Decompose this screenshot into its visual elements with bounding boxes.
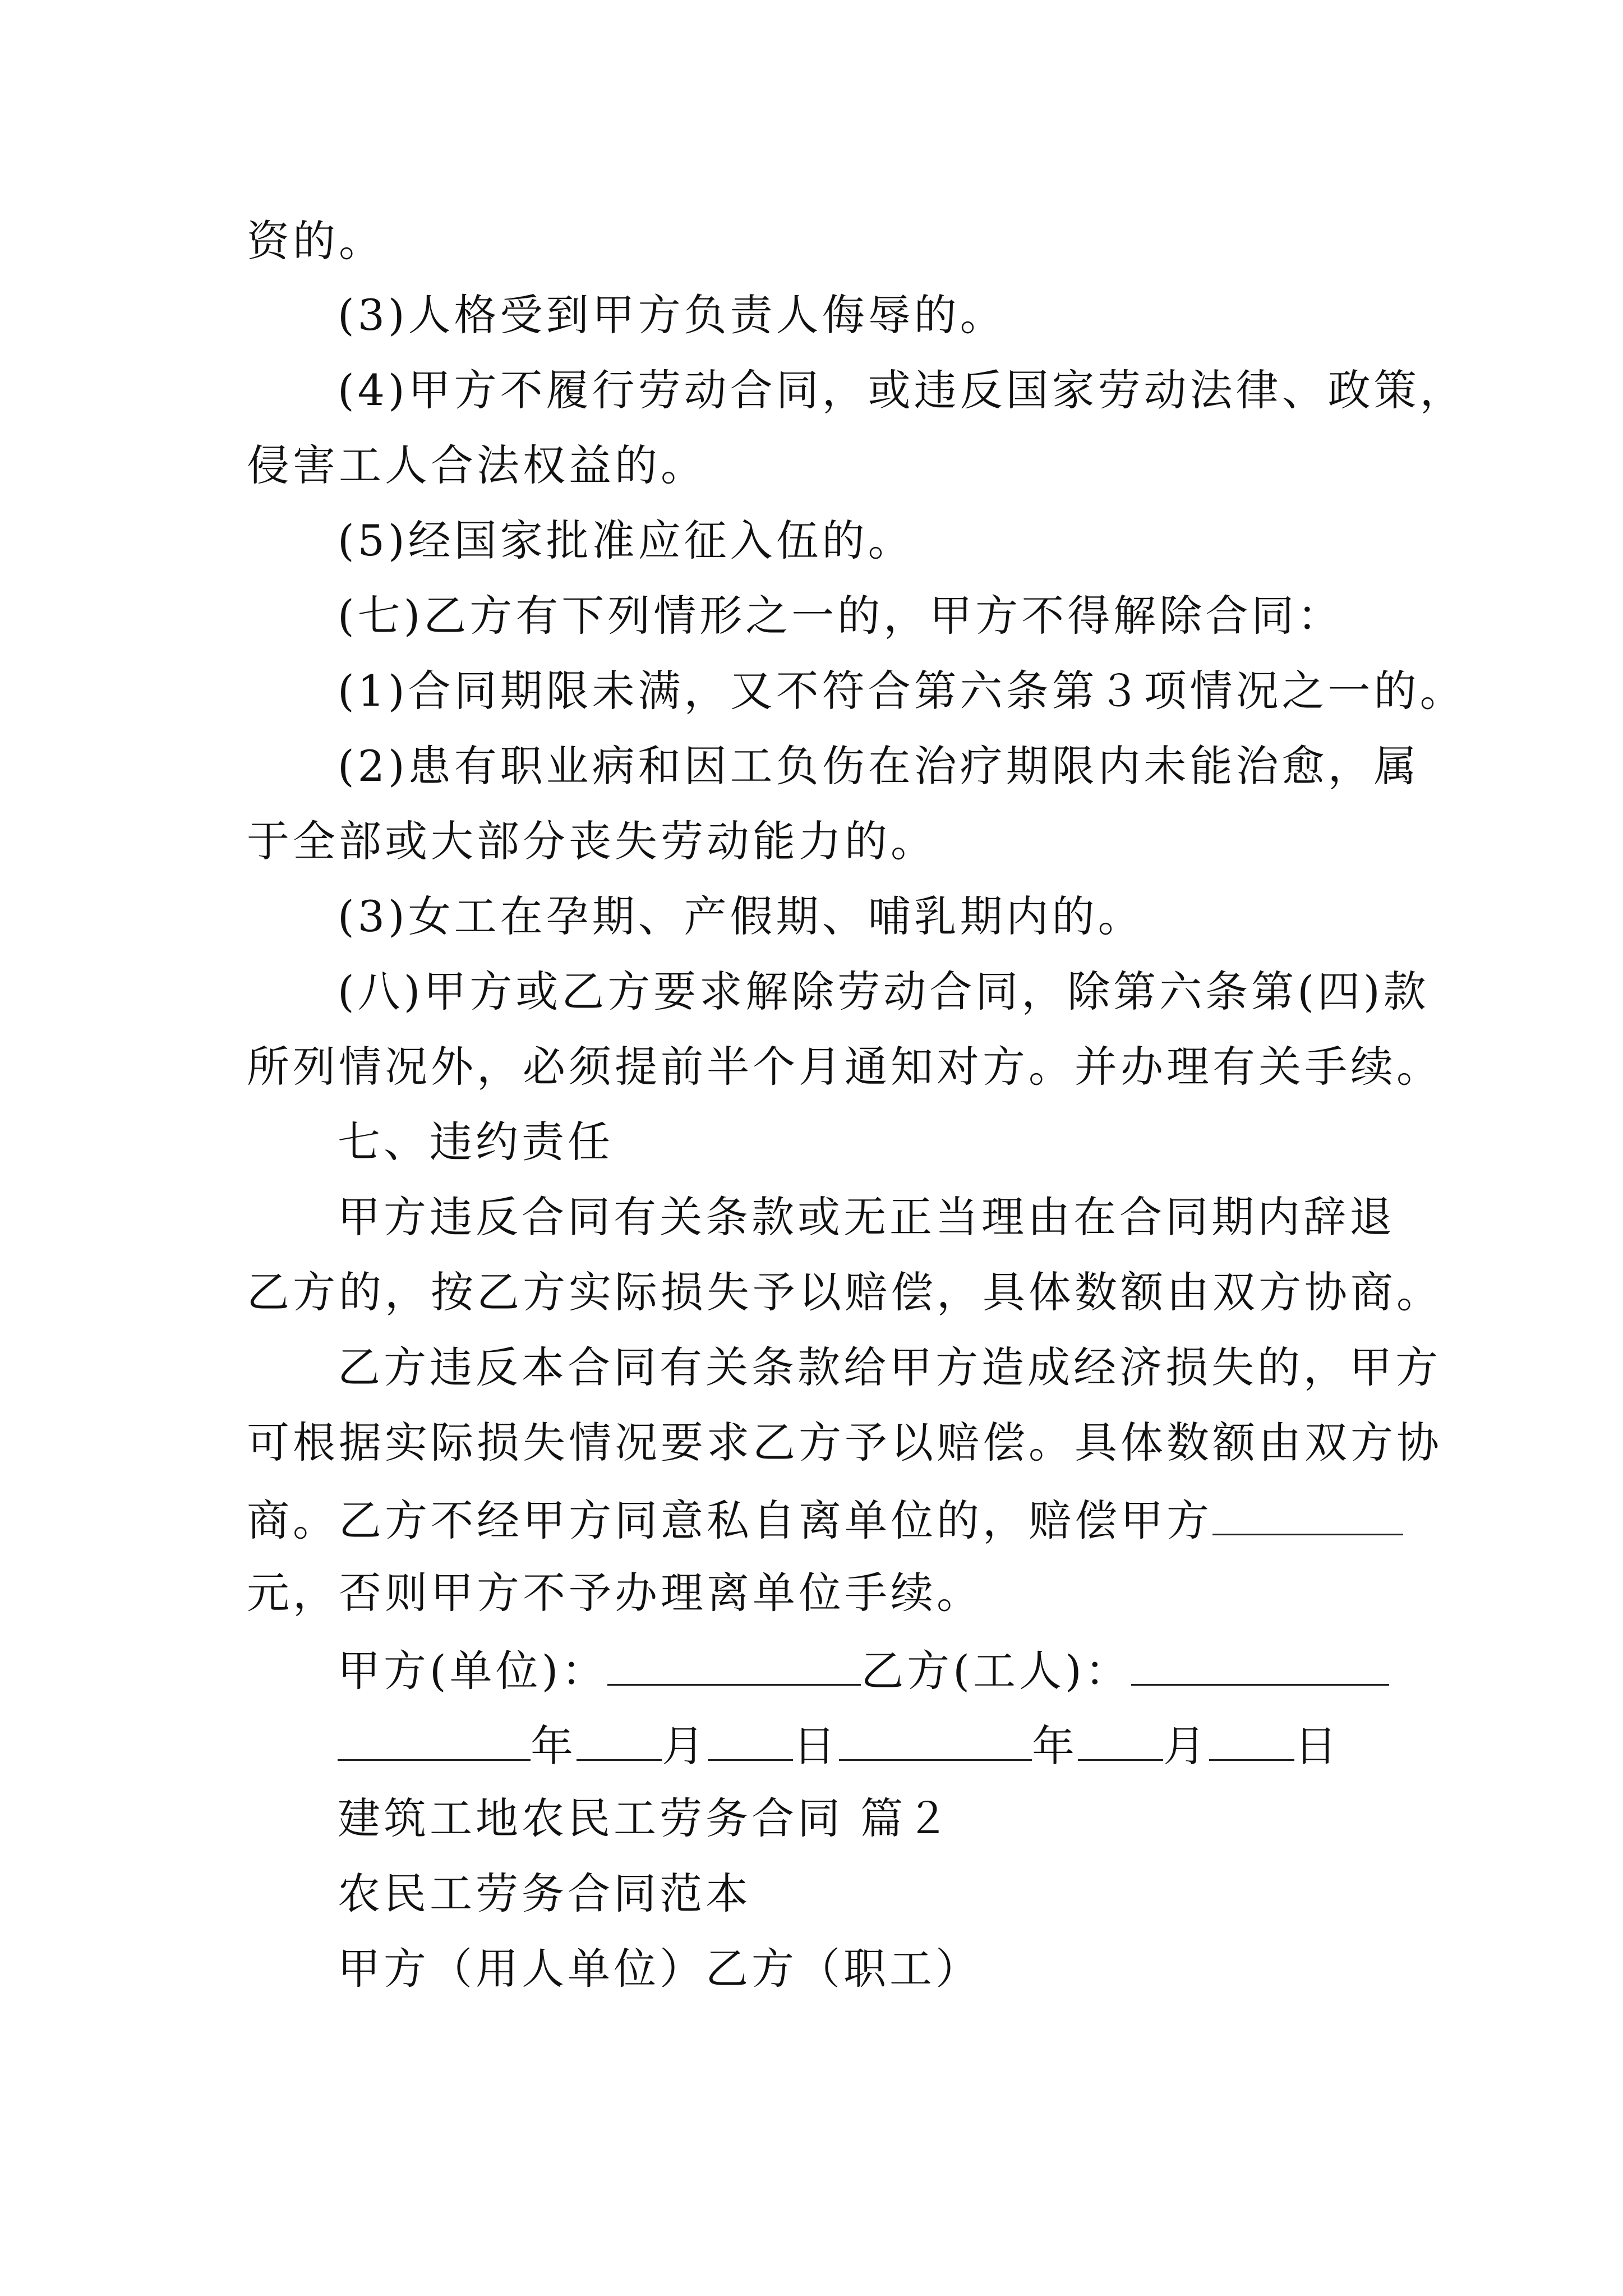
section2-heading: 建筑工地农民工劳务合同 篇２ [338,1793,953,1843]
paragraph-line: (七)乙方有下列情形之一的，甲方不得解除合同： [338,591,1344,641]
party-b-month-blank[interactable] [1078,1715,1163,1761]
paragraph-line: (八)甲方或乙方要求解除劳动合同，除第六条第(四)款 [338,967,1430,1016]
section-heading: 七、违约责任 [338,1117,614,1167]
paragraph-line [247,1490,1403,1549]
parties-line: 甲方（用人单位）乙方（职工） [338,1944,981,1994]
party-a-month-blank[interactable] [577,1715,662,1761]
paragraph-line: (5)经国家批准应征入伍的。 [338,516,914,565]
paragraph-line: 甲方违反合同有关条款或无正当理由在合同期内辞退 [338,1192,1395,1242]
party-b-day-blank[interactable] [1209,1715,1294,1761]
paragraph-line: 于全部或大部分丧失劳动能力的。 [247,816,937,866]
paragraph-line: 乙方的，按乙方实际损失予以赔偿，具体数额由双方协商。 [247,1267,1442,1317]
paragraph-line: 元，否则甲方不予办理离单位手续。 [247,1568,983,1618]
year-label: 年 [1032,1721,1078,1771]
month-label: 月 [1163,1721,1209,1771]
compensation-text: 商。乙方不经甲方同意私自离单位的，赔偿甲方 [247,1496,1212,1545]
party-a-day-blank[interactable] [708,1715,793,1761]
party-a-label: 甲方(单位)： [338,1646,608,1696]
party-b-year-blank[interactable] [839,1715,1032,1761]
signature-row [338,1640,1389,1699]
party-b-blank[interactable] [1131,1640,1389,1686]
paragraph-line: 侵害工人合法权益的。 [247,440,707,490]
paragraph-line: 可根据实际损失情况要求乙方予以赔偿。具体数额由双方协 [247,1418,1442,1467]
paragraph-line: 所列情况外，必须提前半个月通知对方。并办理有关手续。 [247,1042,1442,1092]
paragraph-line: (1)合同期限未满，又不符合第六条第３项情况之一的。 [338,666,1466,716]
paragraph-line: 资的。 [247,216,385,266]
paragraph-line: 乙方违反本合同有关条款给甲方造成经济损失的，甲方 [338,1342,1441,1392]
paragraph-line: (4)甲方不履行劳动合同，或违反国家劳动法律、政策， [338,365,1466,415]
date-row [338,1715,1340,1774]
party-a-blank[interactable] [607,1640,861,1686]
day-label: 日 [1294,1721,1340,1771]
paragraph-line: (3)女工在孕期、产假期、哺乳期内的。 [338,891,1144,941]
month-label: 月 [662,1721,708,1771]
amount-blank[interactable] [1212,1490,1403,1535]
year-label: 年 [531,1721,577,1771]
party-b-label: 乙方(工人)： [861,1646,1131,1696]
paragraph-line: (2)患有职业病和因工负伤在治疗期限内未能治愈，属 [338,741,1420,791]
party-a-year-blank[interactable] [338,1715,531,1761]
paragraph-line: (3)人格受到甲方负责人侮辱的。 [338,290,1006,340]
day-label: 日 [793,1721,839,1771]
contract-subheading: 农民工劳务合同范本 [338,1869,751,1918]
